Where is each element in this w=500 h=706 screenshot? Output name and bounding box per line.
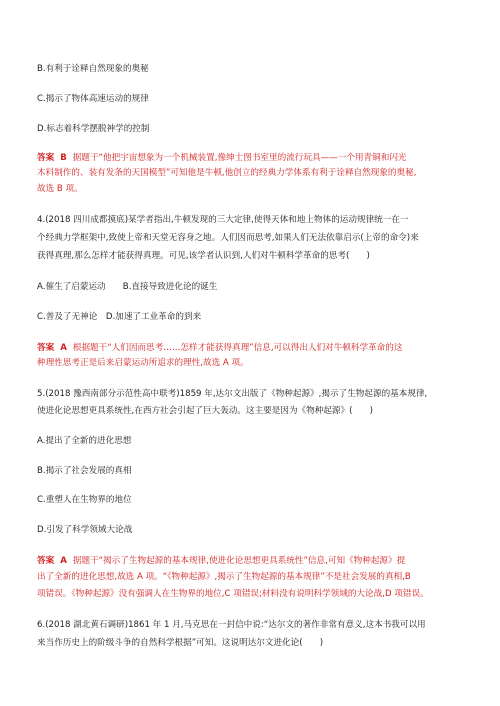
answer-letter: A — [60, 343, 67, 353]
q3-answer-line-3: 故选 B 项。 — [37, 184, 83, 194]
q3-answer-line-1 — [37, 153, 467, 164]
q3-option-b: B.有利于诠释自然现象的奥秘 — [37, 64, 149, 74]
q4-options-ab: A.催生了启蒙运动 B.直接导致进化论的诞生 — [37, 282, 218, 292]
answer-text: 据题干“他把宇宙想象为一个机械装置,像绅士图书室里的流行玩具——一个用青铜和闪光 — [72, 153, 407, 163]
q4-answer-line-2: 种理性思考正是后来启蒙运动所追求的理性,故选 A 项。 — [37, 358, 249, 368]
answer-letter: A — [60, 556, 67, 566]
answer-label: 答案 — [37, 556, 55, 566]
q5-stem-line-2: 使进化论思想更具系统性,在西方社会引起了巨大轰动。这主要是因为《物种起源》( ) — [37, 406, 374, 416]
answer-text: 据题干“揭示了生物起源的基本规律,使进化论思想更具系统性”信息,可知《物种起源》提 — [72, 556, 406, 566]
q5-stem-line-1: 5.(2018 豫西南部分示范性高中联考)1859 年,达尔文出版了《物种起源》,揭示了生物起源的基本规律, — [37, 389, 428, 399]
q4-stem-line-3: 获得真理,那么怎样才能获得真理。可见,该学者认识到,人们对牛顿科学革命的思考( ) — [37, 251, 370, 261]
q5-answer-line-1 — [37, 556, 467, 567]
q5-option-c: C.重塑人在生物界的地位 — [37, 495, 132, 505]
q4-answer-line-1 — [37, 343, 467, 354]
q3-option-c: C.揭示了物体高速运动的规律 — [37, 94, 149, 104]
q4-options-cd: C.普及了无神论 D.加速了工业革命的到来 — [37, 312, 202, 322]
answer-text: 根据题干“人们因而思考……怎样才能获得真理”信息,可以得出人们对牛顿科学革命的这 — [72, 343, 403, 353]
answer-label: 答案 — [37, 343, 55, 353]
q6-stem-line-2: 来当作历史上的阶级斗争的自然科学根据”可知。这说明达尔文进化论( ) — [37, 638, 324, 648]
q4-stem-line-1: 4.(2018 四川成都摸底)某学者指出,牛顿发现的三大定律,使得天体和地上物体的运动规律统一在一 — [37, 215, 409, 225]
q5-option-a: A.提出了全新的进化思想 — [37, 436, 132, 446]
answer-label: 答案 — [37, 153, 55, 163]
q5-answer-line-2: 出了全新的进化思想,故选 A 项。“《物种起源》,揭示了生物起源的基本规律”不是社会发展的真相,B — [37, 572, 411, 582]
q3-answer-line-2: 木料制作的、装有发条的天国模型”可知他是牛顿,他创立的经典力学体系有利于诠释自然现象的奥秘, — [37, 168, 417, 178]
q6-stem-line-1: 6.(2018 湖北黄石调研)1861 年 1 月,马克思在一封信中说:“达尔文的著作非常有意义,这本书我可以用 — [37, 620, 426, 630]
answer-letter: B — [60, 153, 67, 163]
q5-option-b: B.揭示了社会发展的真相 — [37, 466, 132, 476]
q5-option-d: D.引发了科学领域大论战 — [37, 525, 133, 535]
q5-answer-line-3: 项错误。《物种起源》没有强调人在生物界的地位,C 项错误;材料没有说明科学领域的大论战,D 项错误。 — [37, 589, 429, 599]
q4-stem-line-2: 个经典力学框架中,致使上帝和天堂无容身之地。人们因而思考,如果人们无法依靠启示(上帝的命令)来 — [37, 233, 419, 243]
q3-option-d: D.标志着科学摆脱神学的控制 — [37, 124, 150, 134]
